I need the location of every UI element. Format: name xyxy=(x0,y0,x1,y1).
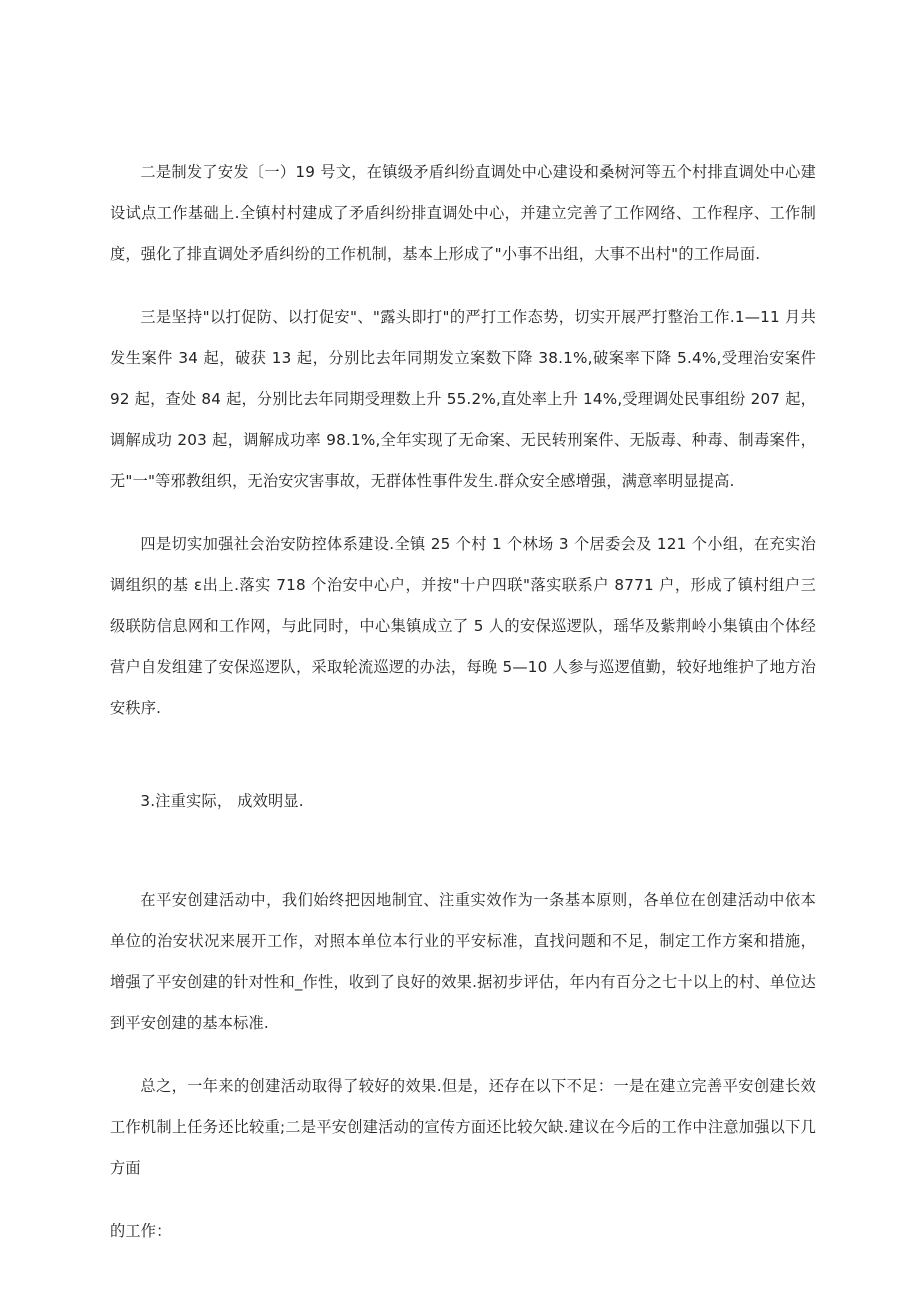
paragraph-spacer xyxy=(110,729,816,781)
paragraph-san-shi: 三是坚持"以打促防、以打促安"、"露头即打"的严打工作态势，切实开展严打整治工作.1—11 月共发生案件 34 起，破获 13 起，分别比去年同期发立案数下降 38.1%,破案率下降 5.4%,受理治安案件 92 起，查处 84 起，分别比去年同期受理数上升 55.2%,直处率上升 14%,受理调处民事组纷 207 起，调解成功 203 起，调解成功率 98.1%,全年实现了无命案、无民转刑案件、无版毒、种毒、制毒案件，无"一"等邪教组织，无治安灾害事故，无群体性事件发生.群众安全感增强，满意率明显提高. xyxy=(110,308,816,490)
paragraph-spacer xyxy=(110,502,816,524)
paragraph-spacer xyxy=(110,275,816,297)
paragraph-spacer xyxy=(110,822,816,880)
document-text-body xyxy=(110,152,816,1252)
paragraph-spacer xyxy=(110,1189,816,1211)
paragraph-pingan-chuangjian: 在平安创建活动中，我们始终把因地制宜、注重实效作为一条基本原则，各单位在创建活动中依本单位的治安状况来展开工作，对照本单位本行业的平安标准，直找问题和不足，制定工作方案和措施，增强了平安创建的针对性和_作性，收到了良好的效果.据初步评估，年内有百分之七十以上的村、单位达到平安创建的基本标准. xyxy=(110,891,816,1032)
paragraph-si-shi: 四是切实加强社会治安防控体系建设.全镇 25 个村 1 个林场 3 个居委会及 121 个小组，在充实治调组织的基 ɛ出上.落实 718 个治安中心户，并按"十户四联"落实联系户 8771 户，形成了镇村组户三级联防信息网和工作网，与此同时，中心集镇成立了 5 人的安保巡逻队，瑶华及紫荆岭小集镇由个体经营户自发组建了安保巡逻队，采取轮流巡逻的办法，每晚 5—10 人参与巡逻值勤，较好地维护了地方治安秩序. xyxy=(110,535,816,717)
paragraph-de-gongzuo: 的工作： xyxy=(110,1222,172,1240)
paragraph-spacer xyxy=(110,1044,816,1066)
paragraph-er-shi: 二是制发了安发〔一）19 号文，在镇级矛盾纠纷直调处中心建设和桑树河等五个村排直调处中心建设试点工作基础上.全镇村村建成了矛盾纠纷排直调处中心，并建立完善了工作网络、工作程序、工作制度，强化了排直调处矛盾纠纷的工作机制，基本上形成了"小事不出组，大事不出村"的工作局面. xyxy=(110,163,816,263)
paragraph-zongzhi: 总之，一年来的创建活动取得了较好的效果.但是，还存在以下不足：一是在建立完善平安创建长效工作机制上任务还比较重;二是平安创建活动的宣传方面还比较欠缺.建议在今后的工作中注意加强以下几方面 xyxy=(110,1077,816,1177)
paragraph-heading-3: 3.注重实际， 成效明显. xyxy=(140,792,304,810)
